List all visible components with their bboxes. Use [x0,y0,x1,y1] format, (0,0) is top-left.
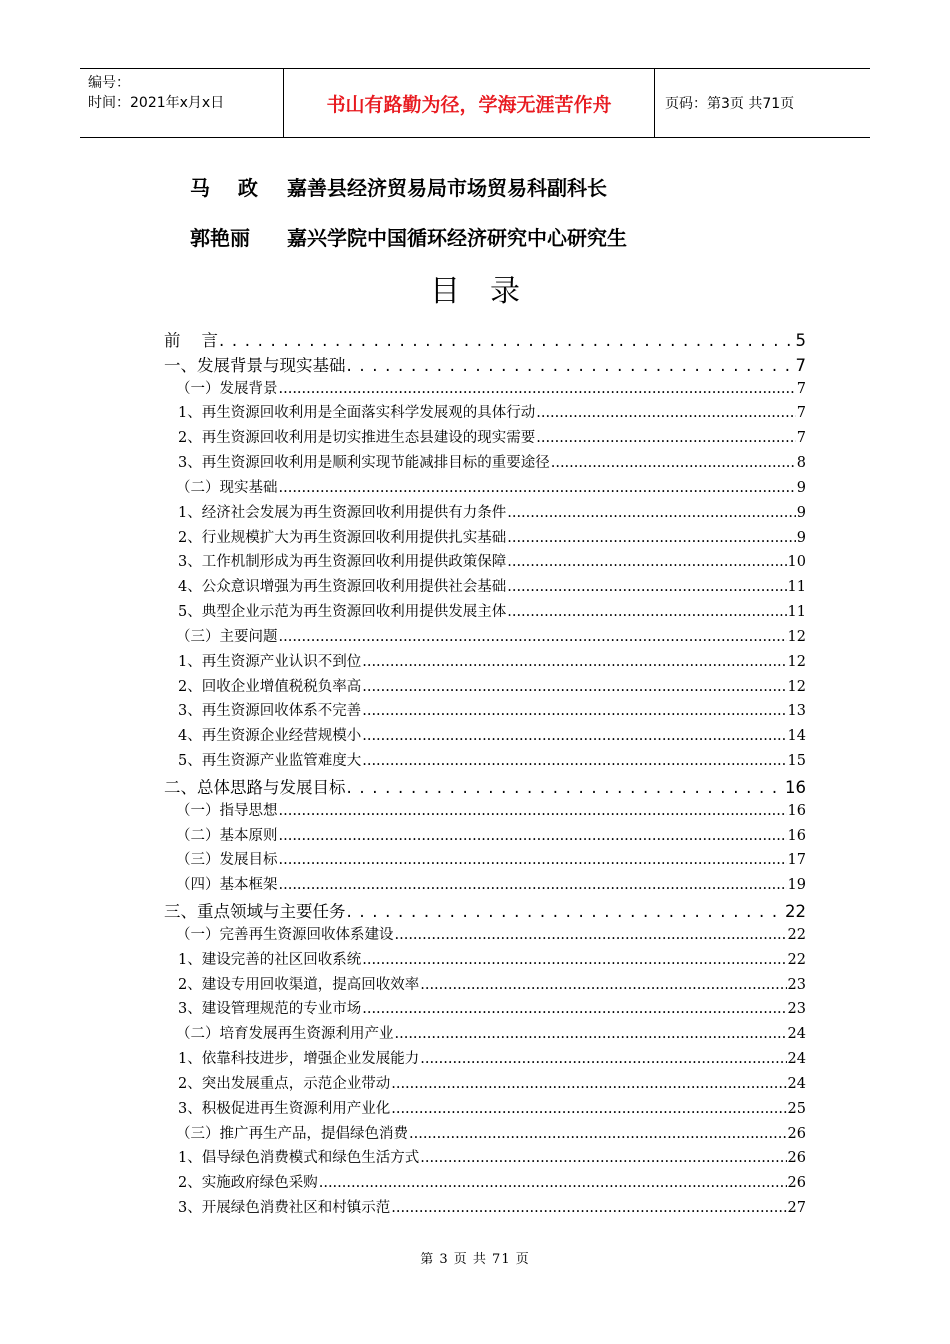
toc-entry-page: 26 [787,1150,806,1167]
toc-entry[interactable] [176,377,806,398]
toc-leader-dots [420,977,786,993]
toc-entry[interactable] [178,575,806,596]
toc-entry-page: 24 [787,1026,806,1043]
toc-leader-dots [362,753,786,769]
toc-leader-dots [507,505,796,521]
author-line [190,172,607,201]
toc-entry[interactable] [178,997,806,1018]
toc-entry-page: 7 [796,430,806,447]
toc-leader-dots [319,1175,787,1191]
toc-entry-text: （四）基本框架 [176,877,278,894]
toc-entry-text: 一、发展背景与现实基础 [164,355,346,375]
toc-entry-text: （一）指导思想 [176,802,278,819]
toc-entry[interactable] [178,749,806,770]
toc-entry-page: 16 [787,802,806,819]
toc-entry-page: 5 [795,331,806,350]
author-name: 马 政 [190,176,258,200]
toc-entry[interactable] [178,600,806,621]
toc-leader-dots [279,629,787,645]
toc-entry-text: 前 言 [164,331,218,350]
toc-entry-page: 25 [787,1100,806,1117]
toc-leader-dots [219,331,795,350]
toc-entry[interactable] [164,327,806,351]
toc-entry[interactable] [178,1171,806,1192]
toc-entry-page: 16 [787,827,806,844]
toc-entry-text: 2、建设专用回收渠道，提高回收效率 [178,976,420,993]
toc-entry-text: 3、工作机制形成为再生资源回收利用提供政策保障 [178,554,507,571]
toc-entry[interactable] [178,1072,806,1093]
toc-entry-text: 3、开展绿色消费社区和村镇示范 [178,1200,391,1217]
toc-entry-text: （三）发展目标 [176,852,278,869]
toc-entry-page: 7 [796,380,806,397]
toc-leader-dots [347,356,795,375]
header-meta [80,69,283,137]
toc-leader-dots [395,927,787,943]
toc-entry-page: 27 [787,1200,806,1217]
toc-entry[interactable] [178,526,806,547]
toc-entry[interactable] [176,625,806,646]
toc-entry[interactable] [176,799,806,820]
toc-leader-dots [507,579,786,595]
toc-entry-text: 3、再生资源回收体系不完善 [178,703,362,720]
toc-entry-text: （二）现实基础 [176,479,278,496]
author-title: 嘉兴学院中国循环经济研究中心研究生 [286,226,627,250]
toc-entry[interactable] [178,1097,806,1118]
toc-entry-page: 8 [796,455,806,472]
author-name: 郭艳丽 [190,226,250,250]
toc-entry-text: 5、典型企业示范为再生资源回收利用提供发展主体 [178,604,507,621]
toc-entry-page: 13 [787,703,806,720]
toc-entry-text: 2、行业规模扩大为再生资源回收利用提供扎实基础 [178,529,507,546]
toc-leader-dots [279,877,787,893]
toc-entry[interactable] [178,1146,806,1167]
toc-leader-dots [362,679,786,695]
toc-entry-text: 3、积极促进再生资源利用产业化 [178,1100,391,1117]
toc-entry-page: 14 [787,728,806,745]
toc-entry-text: 1、倡导绿色消费模式和绿色生活方式 [178,1150,420,1167]
toc-entry[interactable] [178,426,806,447]
header-motto: 书山有路勤为径，学海无涯苦作舟 [283,69,655,137]
page-footer: 第 3 页 共 71 页 [420,1252,530,1267]
toc-entry-page: 23 [787,976,806,993]
toc-entry-page: 11 [787,579,806,596]
toc-entry-text: 4、公众意识增强为再生资源回收利用提供社会基础 [178,579,507,596]
toc-leader-dots [279,852,787,868]
toc-entry-text: （一）发展背景 [176,380,278,397]
toc-entry[interactable] [178,1196,806,1217]
toc-entry[interactable] [178,401,806,422]
toc-leader-dots [395,1026,787,1042]
toc-entry-page: 9 [796,479,806,496]
toc-leader-dots [507,604,786,620]
toc-entry[interactable] [178,948,806,969]
toc-leader-dots [507,554,786,570]
toc-entry-page: 17 [787,852,806,869]
toc-entry-page: 12 [787,678,806,695]
toc-entry[interactable] [178,501,806,522]
toc-entry-page: 9 [796,504,806,521]
toc-entry-text: 三、重点领域与主要任务 [164,902,346,922]
toc-entry-text: 1、建设完善的社区回收系统 [178,951,362,968]
page-header [80,68,870,138]
toc-entry-page: 22 [785,902,806,922]
toc-entry[interactable] [176,873,806,894]
toc-entry-text: （三）推广再生产品，提倡绿色消费 [176,1125,408,1142]
toc-leader-dots [279,803,787,819]
toc-entry-text: 2、回收企业增值税税负率高 [178,678,362,695]
toc-entry[interactable] [178,973,806,994]
toc-entry-page: 12 [787,653,806,670]
toc-entry-page: 16 [785,777,806,797]
header-number-label: 编号： [88,75,130,91]
toc-entry-page: 22 [787,926,806,943]
toc-entry-text: 5、再生资源产业监管难度大 [178,753,362,770]
toc-entry-page: 26 [787,1175,806,1192]
toc-entry-text: 1、再生资源产业认识不到位 [178,653,362,670]
toc-leader-dots [391,1101,786,1117]
toc-entry[interactable] [176,848,806,869]
toc-leader-dots [279,381,796,397]
toc-leader-dots [279,480,796,496]
toc-entry-page: 24 [787,1051,806,1068]
toc-leader-dots [347,778,785,797]
toc-leader-dots [420,1051,786,1067]
toc-entry[interactable] [178,550,806,571]
toc-entry-page: 24 [787,1075,806,1092]
toc-leader-dots [362,654,786,670]
toc-leader-dots [362,1001,786,1017]
toc-entry[interactable] [164,774,806,798]
toc-entry-page: 22 [787,951,806,968]
toc-entry[interactable] [176,923,806,944]
toc-entry-text: 1、依靠科技进步，增强企业发展能力 [178,1051,420,1068]
header-page-label: 页码：第3页 共71页 [665,96,795,112]
toc-entry-text: 二、总体思路与发展目标 [164,777,346,797]
header-time-label: 时间：2021年x月x日 [88,95,225,111]
toc-entry-text: （二）基本原则 [176,827,278,844]
toc-entry-text: 3、再生资源回收利用是顺利实现节能减排目标的重要途径 [178,455,550,472]
author-title: 嘉善县经济贸易局市场贸易科副科长 [286,176,607,200]
toc-leader-dots [362,728,786,744]
toc-entry-page: 23 [787,1001,806,1018]
toc-entry-page: 7 [796,405,806,422]
toc-leader-dots [536,430,796,446]
toc-entry[interactable] [164,352,806,376]
toc-entry[interactable] [176,476,806,497]
toc-entry-page: 19 [787,877,806,894]
toc-entry[interactable] [178,650,806,671]
toc-leader-dots [362,952,786,968]
toc-entry-text: （一）完善再生资源回收体系建设 [176,926,394,943]
toc-entry-text: 2、实施政府绿色采购 [178,1175,318,1192]
toc-entry-text: 1、再生资源回收利用是全面落实科学发展观的具体行动 [178,405,536,422]
author-line [190,222,627,251]
toc-entry[interactable] [176,1122,806,1143]
toc-leader-dots [391,1200,786,1216]
toc-leader-dots [391,1076,786,1092]
toc-leader-dots [420,1150,786,1166]
toc-entry-text: 2、再生资源回收利用是切实推进生态县建设的现实需要 [178,430,536,447]
toc-entry-page: 7 [795,355,806,375]
toc-leader-dots [536,405,796,421]
toc-entry-text: 2、突出发展重点，示范企业带动 [178,1075,391,1092]
toc-entry[interactable] [178,724,806,745]
toc-entry-page: 26 [787,1125,806,1142]
toc-entry[interactable] [178,451,806,472]
toc-entry-text: 3、建设管理规范的专业市场 [178,1001,362,1018]
toc-entry[interactable] [164,898,806,922]
toc-leader-dots [362,703,786,719]
toc-entry-page: 15 [787,753,806,770]
toc-entry-text: 1、经济社会发展为再生资源回收利用提供有力条件 [178,504,507,521]
toc-entry-text: 4、再生资源企业经营规模小 [178,728,362,745]
toc-entry[interactable] [176,824,806,845]
toc-entry[interactable] [178,675,806,696]
toc-entry-page: 12 [787,628,806,645]
toc-title: 目录 [430,274,550,309]
toc-leader-dots [551,455,796,471]
toc-entry-page: 11 [787,604,806,621]
toc-entry-text: （二）培育发展再生资源利用产业 [176,1026,394,1043]
toc-entry[interactable] [178,699,806,720]
toc-leader-dots [279,828,787,844]
toc-leader-dots [347,902,785,921]
toc-entry-page: 9 [796,529,806,546]
toc-entry[interactable] [176,1022,806,1043]
toc-entry-page: 10 [787,554,806,571]
toc-leader-dots [409,1126,787,1142]
toc-entry[interactable] [178,1047,806,1068]
toc-leader-dots [507,530,796,546]
toc-entry-text: （三）主要问题 [176,628,278,645]
